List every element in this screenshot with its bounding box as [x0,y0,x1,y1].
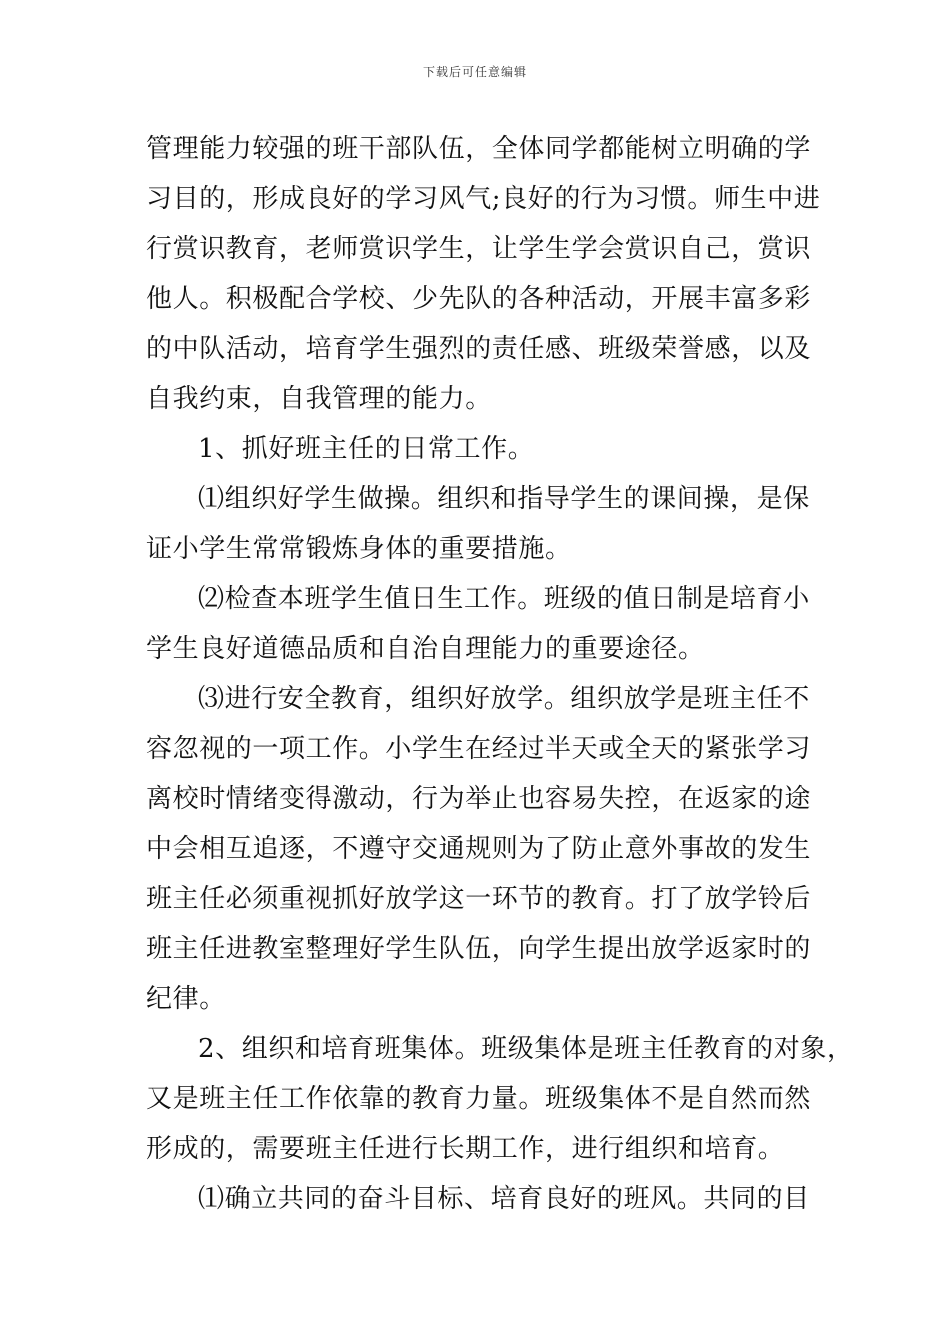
body-line: 行赏识教育，老师赏识学生，让学生学会赏识自己，赏识 [146,234,812,264]
body-line: 证小学生常常锻炼身体的重要措施。 [146,534,572,564]
body-line: 班主任必须重视抓好放学这一环节的教育。打了放学铃后 [146,884,812,914]
body-line: 容忽视的一项工作。小学生在经过半天或全天的紧张学习 [146,734,812,764]
paragraph-start-line: ⑵检查本班学生值日生工作。班级的值日制是培育小 [198,584,810,614]
body-line: 他人。积极配合学校、少先队的各种活动，开展丰富多彩 [146,284,812,314]
section-heading: 2、组织和培育班集体。班级集体是班主任教育的对象， [198,1034,854,1064]
body-line: 管理能力较强的班干部队伍，全体同学都能树立明确的学 [146,134,812,164]
body-line: 习目的，形成良好的学习风气;良好的行为习惯。师生中进 [146,184,821,214]
page-header: 下载后可任意编辑 [422,65,527,79]
body-line: 的中队活动，培育学生强烈的责任感、班级荣誉感，以及 [146,334,812,364]
body-line: 形成的，需要班主任进行长期工作，进行组织和培育。 [146,1134,785,1164]
body-line: 又是班主任工作依靠的教育力量。班级集体不是自然而然 [146,1084,812,1114]
body-line: 中会相互追逐，不遵守交通规则为了防止意外事故的发生 [146,834,812,864]
body-line: 离校时情绪变得激动，行为举止也容易失控，在返家的途 [146,784,812,814]
paragraph-start-line: ⑴组织好学生做操。组织和指导学生的课间操，是保 [198,484,810,514]
section-heading: 1、抓好班主任的日常工作。 [198,434,535,464]
paragraph-start-line: ⑴确立共同的奋斗目标、培育良好的班风。共同的目 [198,1184,810,1214]
body-line: 学生良好道德品质和自治自理能力的重要途径。 [146,634,705,664]
body-line: 纪律。 [146,984,226,1014]
document-body [146,124,854,1224]
paragraph-start-line: ⑶进行安全教育，组织好放学。组织放学是班主任不 [198,684,810,714]
body-line: 班主任进教室整理好学生队伍，向学生提出放学返家时的 [146,934,812,964]
body-line: 自我约束，自我管理的能力。 [146,384,492,414]
